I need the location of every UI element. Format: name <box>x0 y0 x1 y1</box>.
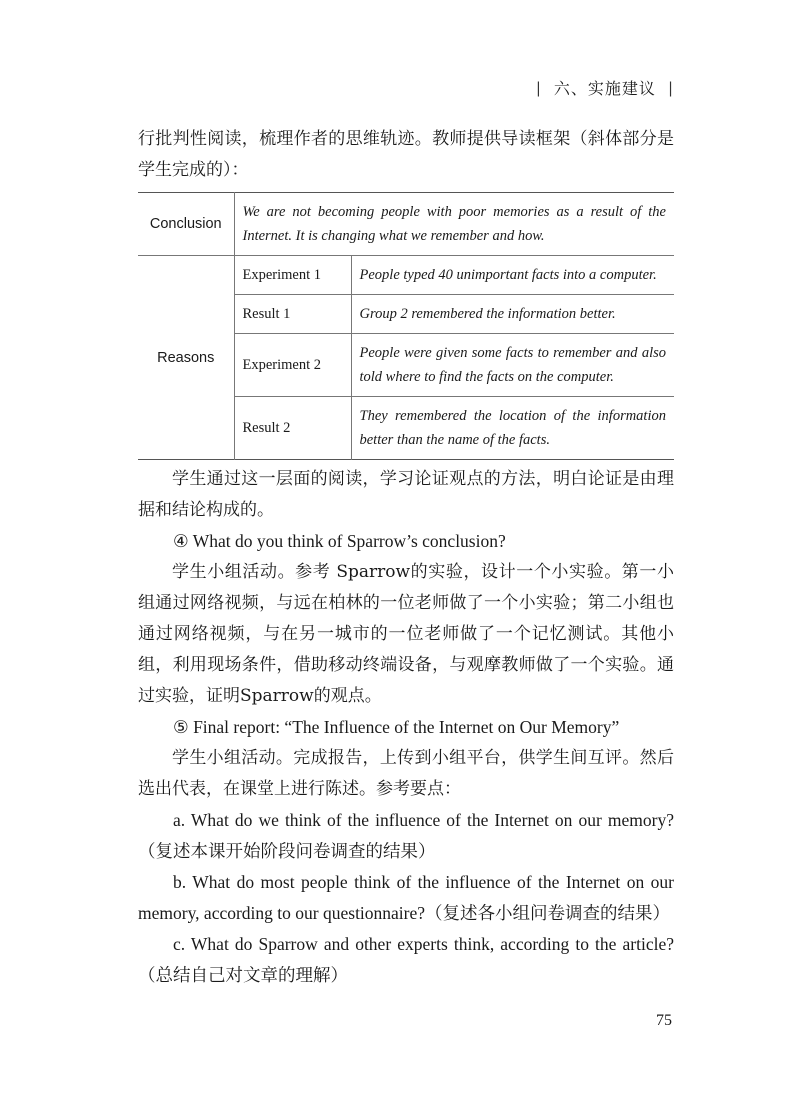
row-text: People typed 40 unimportant facts into a computer. <box>351 256 674 295</box>
table-row <box>138 256 674 295</box>
row-text: They remembered the location of the information better than the name of the facts. <box>351 397 674 460</box>
running-header <box>536 76 674 99</box>
paragraph-final-report: 学生小组活动。完成报告，上传到小组平台，供学生间互评。然后选出代表，在课堂上进行陈述。参考要点： <box>138 748 674 799</box>
header-divider-right: | <box>667 78 674 97</box>
question-4: ④ What do you think of Sparrow’s conclusion? <box>173 531 506 551</box>
reasons-label: Reasons <box>138 256 234 460</box>
section-title: 六、实施建议 <box>553 79 656 98</box>
row-label: Result 1 <box>234 295 351 334</box>
question-5: ⑤ Final report: “The Influence of the Internet on Our Memory” <box>173 717 620 737</box>
intro-paragraph: 行批判性阅读，梳理作者的思维轨迹。教师提供导读框架（斜体部分是学生完成的）： <box>138 129 674 180</box>
reading-frame-table <box>138 192 674 460</box>
paragraph-group-experiment: 学生小组活动。参考 Sparrow的实验，设计一个小实验。第一小组通过网络视频，与远在柏林的一位老师做了一个小实验；第二小组也通过网络视频，与在另一城市的一位老师做了一个记忆测试。其他小组，利用现场条件，借助移动终端设备，与观摩教师做了一个实验。通过实验，证明Sparrow的观点。 <box>138 562 674 706</box>
row-text: People were given some facts to remember and also told where to find the facts on the computer. <box>351 334 674 397</box>
point-a: a. What do we think of the influence of the Internet on our memory?（复述本课开始阶段问卷调查的结果） <box>138 810 674 861</box>
row-label: Experiment 2 <box>234 334 351 397</box>
body-text <box>138 464 674 991</box>
conclusion-text: We are not becoming people with poor memories as a result of the Internet. It is changing what we remember and how. <box>234 193 674 256</box>
row-label: Result 2 <box>234 397 351 460</box>
row-text: Group 2 remembered the information better. <box>351 295 674 334</box>
conclusion-label: Conclusion <box>149 216 222 232</box>
paragraph-reading-summary: 学生通过这一层面的阅读，学习论证观点的方法，明白论证是由理据和结论构成的。 <box>138 469 674 520</box>
page-number: 75 <box>656 1012 672 1029</box>
header-divider-left: | <box>535 78 542 97</box>
point-b: b. What do most people think of the influence of the Internet on our memory, according to our questionnaire?（复述各小组问卷调查的结果） <box>138 872 674 923</box>
row-label: Experiment 1 <box>234 256 351 295</box>
intro-section <box>138 124 674 186</box>
conclusion-row <box>138 193 674 256</box>
point-c: c. What do Sparrow and other experts think, according to the article?（总结自己对文章的理解） <box>138 934 674 985</box>
